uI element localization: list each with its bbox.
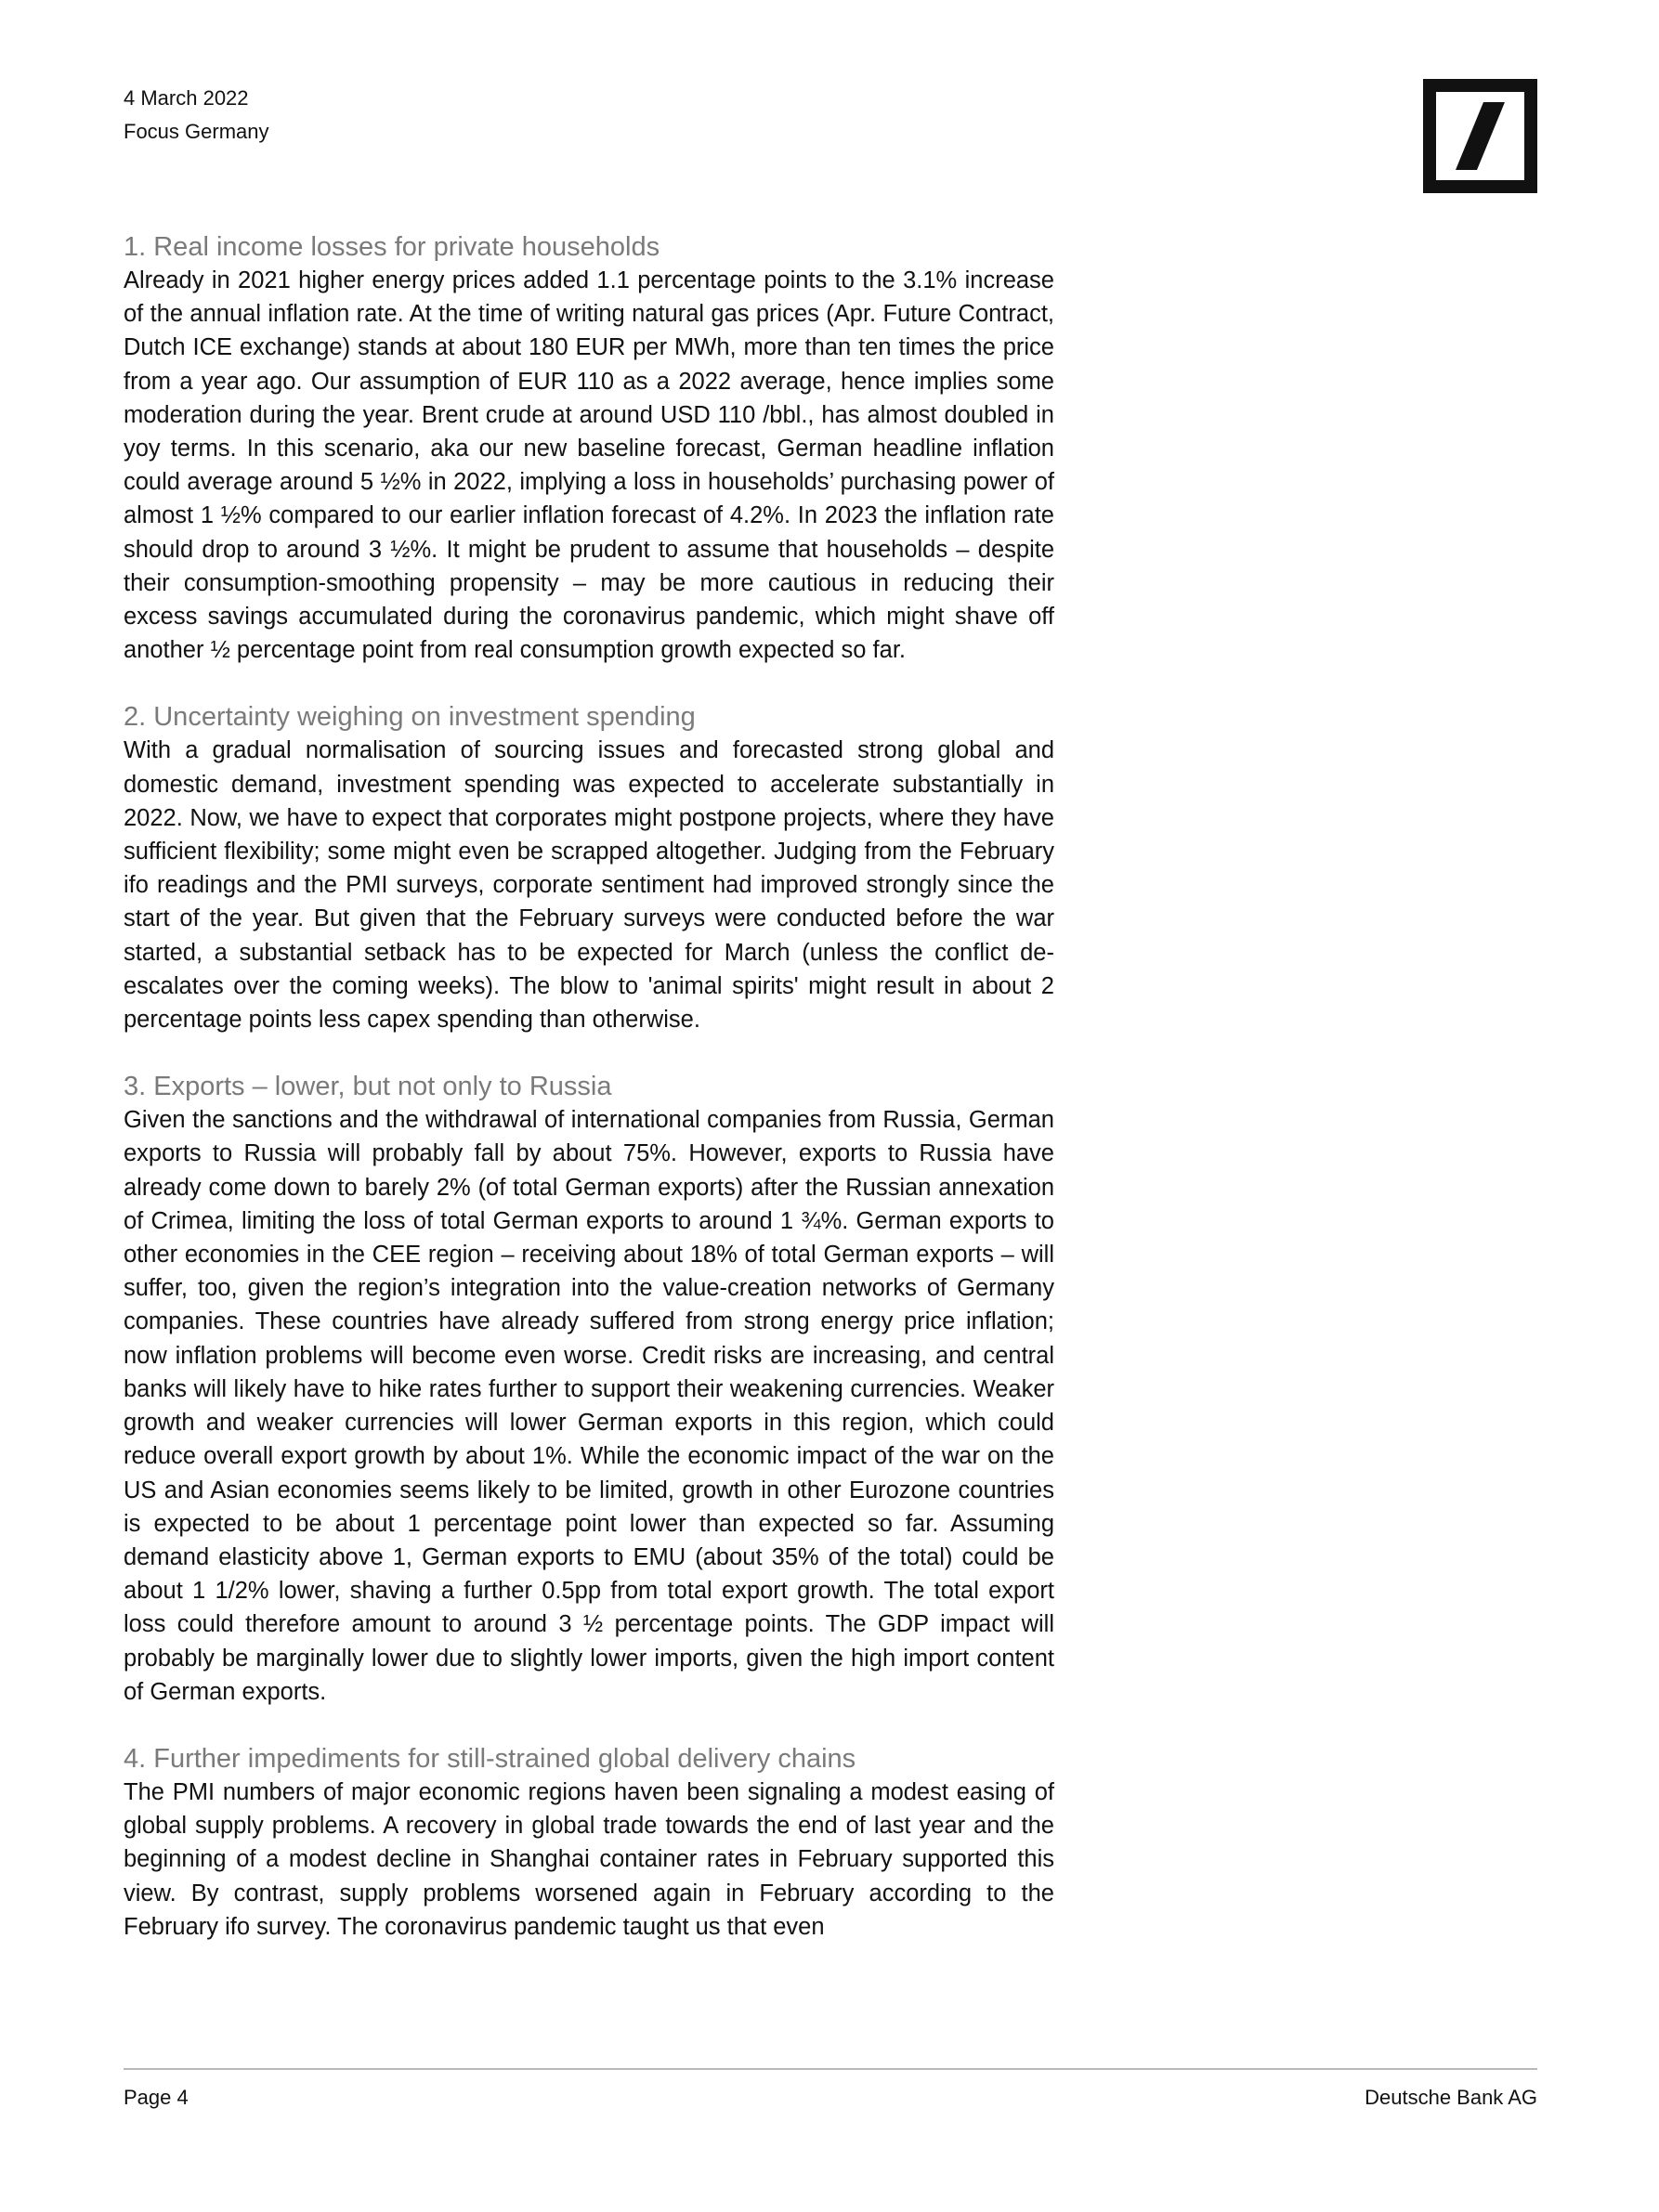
deutsche-bank-logo-icon xyxy=(1423,79,1537,193)
publication-title: Focus Germany xyxy=(124,120,269,143)
article-content xyxy=(124,230,1054,1944)
section-exports xyxy=(124,1070,1054,1709)
section-heading: 4. Further impediments for still-strained global delivery chains xyxy=(124,1743,856,1774)
section-real-income xyxy=(124,230,1054,667)
page-number: Page 4 xyxy=(124,2086,189,2109)
section-paragraph: Already in 2021 higher energy prices added 1.1 percentage points to the 3.1% increase of the annual inflation rate. At the time of writing natural gas prices (Apr. Future Contract, Dutch ICE exchange) stands at about 180 EUR per MWh, more than ten times the price from a year ago. Our assumption of EUR 110 as a 2022 average, hence implies some moderation during the year. Brent crude at around USD 110 /bbl., has almost doubled in yoy terms. In this scenario, aka our new baseline forecast, German headline inflation could average around 5 ½% in 2022, implying a loss in households’ purchasing power of almost 1 ½% compared to our earlier inflation forecast of 4.2%. In 2023 the inflation rate should drop to around 3 ½%. It might be prudent to assume that households – despite their consumption-smoothing propensity – may be more cautious in reducing their excess savings accumulated during the coronavirus pandemic, which might shave off another ½ percentage point from real consumption growth expected so far. xyxy=(124,267,1054,664)
section-paragraph: The PMI numbers of major economic regions haven been signaling a modest easing of global supply problems. A recovery in global trade towards the end of last year and the beginning of a modest decline in Shanghai container rates in February supported this view. By contrast, supply problems worsened again in February according to the February ifo survey. The coronavirus pandemic taught us that even xyxy=(124,1778,1054,1940)
section-heading: 3. Exports – lower, but not only to Russia xyxy=(124,1072,612,1102)
section-investment xyxy=(124,700,1054,1036)
section-paragraph: With a gradual normalisation of sourcing issues and forecasted strong global and domestic demand, investment spending was expected to accelerate substantially in 2022. Now, we have to expect that corporates might postpone projects, where they have sufficient flexibility; some might even be scrapped altogether. Judging from the February ifo readings and the PMI surveys, corporate sentiment had improved strongly since the start of the year. But given that the February surveys were conducted before the war started, a substantial setback has to be expected for March (unless the conflict de-escalates over the coming weeks). The blow to 'animal spirits' might result in about 2 percentage points less capex spending than otherwise. xyxy=(124,737,1054,1034)
section-heading: 1. Real income losses for private households xyxy=(124,232,660,262)
footer-divider xyxy=(124,2068,1537,2070)
section-paragraph: Given the sanctions and the withdrawal of international companies from Russia, German exports to Russia will probably fall by about 75%. However, exports to Russia have already come down to barely 2% (of total German exports) after the Russian annexation of Crimea, limiting the loss of total German exports to around 1 ¾%. German exports to other economies in the CEE region – receiving about 18% of total German exports – will suffer, too, given the region’s integration into the value-creation networks of Germany companies. These countries have already suffered from strong energy price inflation; now inflation problems will become even worse. Credit risks are increasing, and central banks will likely have to hike rates further to support their weakening currencies. Weaker growth and weaker currencies will lower German exports in this region, which could reduce overall export growth by about 1%. While the economic impact of the war on the US and Asian economies seems likely to be limited, growth in other Eurozone countries is expected to be about 1 percentage point lower than expected so far. Assuming demand elasticity above 1, German exports to EMU (about 35% of the total) could be about 1 1/2% lower, shaving a further 0.5pp from total export growth. The total export loss could therefore amount to around 3 ½ percentage points. The GDP impact will probably be marginally lower due to slightly lower imports, given the high import content of German exports. xyxy=(124,1107,1054,1705)
document-header xyxy=(124,82,269,149)
section-delivery-chains xyxy=(124,1742,1054,1944)
section-heading: 2. Uncertainty weighing on investment spending xyxy=(124,702,696,733)
footer-company: Deutsche Bank AG xyxy=(1365,2086,1537,2109)
report-date: 4 March 2022 xyxy=(124,86,249,110)
